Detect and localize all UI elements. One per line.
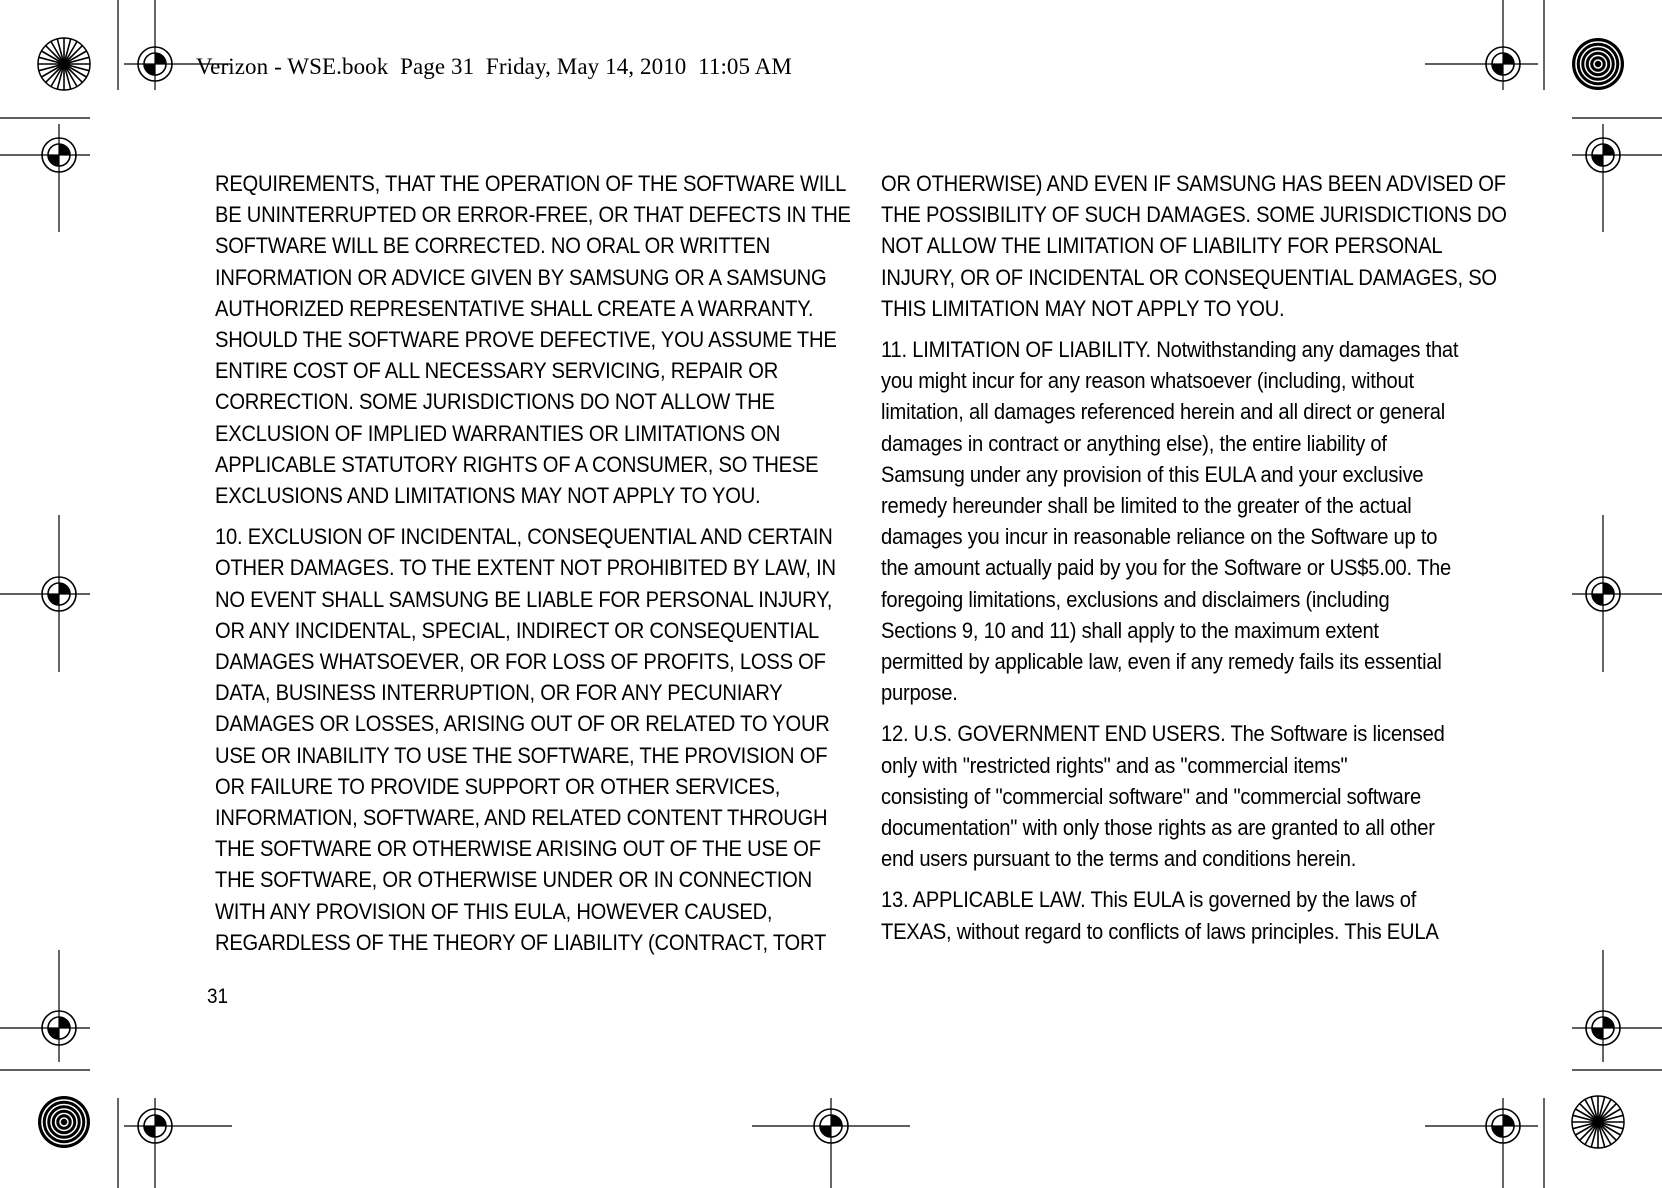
- text-line: damages in contract or anything else), the entire liability of: [881, 430, 1387, 456]
- corner-starburst-bottom-right: [1572, 1096, 1624, 1148]
- paragraph-section-12: [881, 718, 1466, 874]
- text-line: EXCLUSIONS AND LIMITATIONS MAY NOT APPLY TO YOU.: [215, 483, 761, 509]
- text-line: THE SOFTWARE, OR OTHERWISE UNDER OR IN CONNECTION: [215, 867, 812, 893]
- text-line: the amount actually paid by you for the Software or US$5.00. The: [881, 555, 1451, 581]
- text-line: ENTIRE COST OF ALL NECESSARY SERVICING, REPAIR OR: [215, 358, 779, 384]
- text-line: OTHER DAMAGES. TO THE EXTENT NOT PROHIBITED BY LAW, IN: [215, 555, 836, 581]
- text-line: OR OTHERWISE) AND EVEN IF SAMSUNG HAS BEEN ADVISED OF: [881, 171, 1506, 196]
- paragraph-section-10: [215, 521, 836, 958]
- text-line: consisting of "commercial software" and "commercial software: [881, 783, 1421, 809]
- paragraph-section-11: [881, 334, 1466, 708]
- text-line: 13. APPLICABLE LAW. This EULA is governed by the laws of: [881, 887, 1417, 913]
- text-line: THE SOFTWARE OR OTHERWISE ARISING OUT OF THE USE OF: [215, 836, 821, 862]
- text-line: 12. U.S. GOVERNMENT END USERS. The Software is licensed: [881, 721, 1445, 747]
- text-line: USE OR INABILITY TO USE THE SOFTWARE, THE PROVISION OF: [215, 742, 828, 768]
- text-line: DATA, BUSINESS INTERRUPTION, OR FOR ANY PECUNIARY: [215, 680, 783, 706]
- text-line: limitation, all damages referenced herein and all direct or general: [881, 399, 1446, 425]
- text-line: NOT ALLOW THE LIMITATION OF LIABILITY FOR PERSONAL: [881, 233, 1443, 259]
- text-line: APPLICABLE STATUTORY RIGHTS OF A CONSUMER, SO THESE: [215, 451, 819, 477]
- left-column: [215, 168, 851, 968]
- text-line: NO EVENT SHALL SAMSUNG BE LIABLE FOR PERSONAL INJURY,: [215, 586, 833, 612]
- paragraph-section-13: [881, 884, 1466, 946]
- text-line: purpose.: [881, 680, 958, 706]
- text-line: 10. EXCLUSION OF INCIDENTAL, CONSEQUENTIAL AND CERTAIN: [215, 524, 833, 550]
- text-line: DAMAGES OR LOSSES, ARISING OUT OF OR RELATED TO YOUR: [215, 711, 830, 737]
- text-line: TEXAS, without regard to conflicts of laws principles. This EULA: [881, 918, 1439, 944]
- text-line: INFORMATION OR ADVICE GIVEN BY SAMSUNG OR A SAMSUNG: [215, 264, 827, 290]
- text-line: OR FAILURE TO PROVIDE SUPPORT OR OTHER SERVICES,: [215, 773, 781, 799]
- text-line: CORRECTION. SOME JURISDICTIONS DO NOT ALLOW THE: [215, 389, 775, 415]
- text-line: end users pursuant to the terms and conditions herein.: [881, 846, 1357, 872]
- text-line: Sections 9, 10 and 11) shall apply to the maximum extent: [881, 617, 1379, 643]
- text-line: REGARDLESS OF THE THEORY OF LIABILITY (CONTRACT, TORT: [215, 929, 827, 955]
- text-line: only with "restricted rights" and as "commercial items": [881, 752, 1348, 778]
- text-line: SOFTWARE WILL BE CORRECTED. NO ORAL OR WRITTEN: [215, 233, 771, 259]
- text-line: foregoing limitations, exclusions and disclaimers (including: [881, 586, 1390, 612]
- text-line: 11. LIMITATION OF LIABILITY. Notwithstanding any damages that: [881, 337, 1459, 363]
- text-line: remedy hereunder shall be limited to the greater of the actual: [881, 493, 1412, 519]
- text-line: AUTHORIZED REPRESENTATIVE SHALL CREATE A WARRANTY.: [215, 295, 814, 321]
- text-line: EXCLUSION OF IMPLIED WARRANTIES OR LIMITATIONS ON: [215, 420, 781, 446]
- text-line: damages you incur in reasonable reliance on the Software up to: [881, 524, 1438, 550]
- text-line: THE POSSIBILITY OF SUCH DAMAGES. SOME JURISDICTIONS DO: [881, 202, 1507, 228]
- print-slug-header: Verizon - WSE.book Page 31 Friday, May 14, 2010 11:05 AM: [196, 54, 792, 79]
- paragraph-warranty-disclaimer: [215, 168, 851, 511]
- paragraph-section-10-continued: [881, 168, 1507, 324]
- text-line: REQUIREMENTS, THAT THE OPERATION OF THE SOFTWARE WILL: [215, 171, 847, 196]
- text-line: THIS LIMITATION MAY NOT APPLY TO YOU.: [881, 295, 1285, 321]
- text-line: documentation" with only those rights as are granted to all other: [881, 815, 1435, 841]
- text-line: you might incur for any reason whatsoever (including, without: [881, 368, 1414, 394]
- corner-rings-top-right: [1572, 38, 1624, 90]
- text-line: OR ANY INCIDENTAL, SPECIAL, INDIRECT OR CONSEQUENTIAL: [215, 617, 819, 643]
- text-line: SHOULD THE SOFTWARE PROVE DEFECTIVE, YOU ASSUME THE: [215, 327, 837, 353]
- right-column: [881, 168, 1507, 957]
- text-line: permitted by applicable law, even if any remedy fails its essential: [881, 649, 1442, 675]
- corner-rings-bottom-left: [38, 1096, 90, 1148]
- text-line: BE UNINTERRUPTED OR ERROR-FREE, OR THAT DEFECTS IN THE: [215, 202, 851, 228]
- text-line: INFORMATION, SOFTWARE, AND RELATED CONTENT THROUGH: [215, 805, 828, 831]
- text-line: INJURY, OR OF INCIDENTAL OR CONSEQUENTIAL DAMAGES, SO: [881, 264, 1497, 290]
- corner-starburst-top-left: [38, 38, 90, 90]
- page-number: 31: [207, 985, 229, 1008]
- text-line: Samsung under any provision of this EULA and your exclusive: [881, 461, 1424, 487]
- text-line: WITH ANY PROVISION OF THIS EULA, HOWEVER CAUSED,: [215, 898, 773, 924]
- text-line: DAMAGES WHATSOEVER, OR FOR LOSS OF PROFITS, LOSS OF: [215, 649, 826, 675]
